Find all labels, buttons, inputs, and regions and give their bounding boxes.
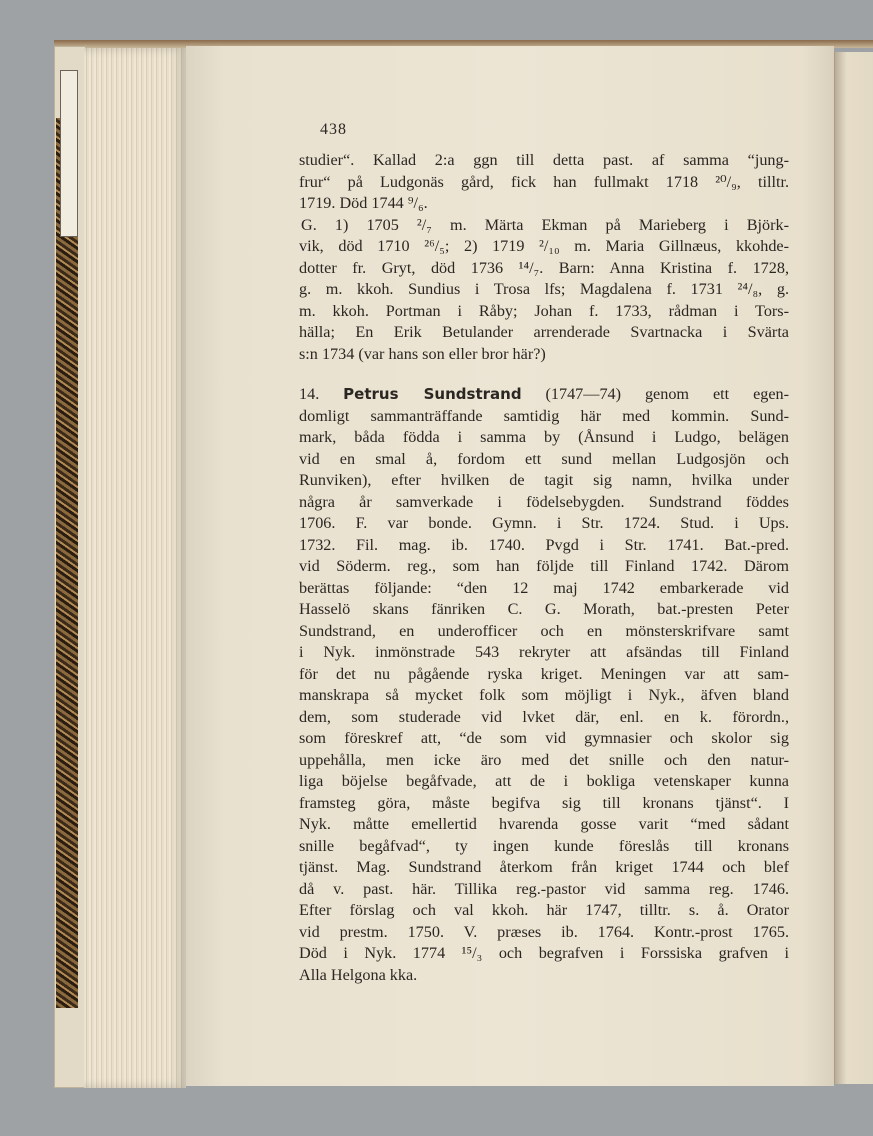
- text-line: för det nu pågående ryska kriget. Meningen var att sam-: [299, 664, 789, 683]
- text-line: dem, som studerade vid lvket där, enl. en k. förordn.,: [299, 707, 789, 726]
- text-line: Hasselö skans fänriken C. G. Morath, bat.-presten Peter: [299, 600, 789, 618]
- text-line: vik, död 1710 ²⁶/₅; 2) 1719 ²/₁₀ m. Maria Gillnæus, kkohde-: [299, 237, 789, 255]
- text-line: vid Söderm. reg., som han följde till Finland 1742. Därom: [299, 557, 789, 575]
- entry-heading-line: [299, 384, 789, 406]
- text-line: domligt sammanträffande samtidig här med kommin. Sund-: [299, 406, 789, 425]
- text-line: vid en smal å, fordom ett sund mellan Ludgosjön och: [299, 449, 789, 468]
- entry-name: Petrus Sundstrand: [343, 385, 522, 403]
- text-line: s:n 1734 (var hans son eller bror här?): [299, 344, 546, 363]
- text-line: som föreskref att, “de som vid gymnasier och skolor sig: [299, 729, 789, 747]
- text-line: vid prestm. 1750. V. præses ib. 1764. Kontr.-prost 1765.: [299, 922, 789, 941]
- text-line: uppehålla, men icke äro med det snille och den natur-: [299, 750, 789, 769]
- text-line: g. m. kkoh. Sundius i Trosa lfs; Magdalena f. 1731 ²⁴/₈, g.: [299, 280, 789, 298]
- page-stack: [84, 48, 186, 1088]
- text-line: m. kkoh. Portman i Råby; Johan f. 1733, rådman i Tors-: [299, 301, 789, 320]
- text-line: studier“. Kallad 2:a ggn till detta past. af samma “jung-: [299, 151, 789, 169]
- text-line: tjänst. Mag. Sundstrand återkom från kriget 1744 och blef: [299, 858, 789, 876]
- page-text: [299, 150, 789, 986]
- text-line: 1732. Fil. mag. ib. 1740. Pvgd i Str. 1741. Bat.-pred.: [299, 535, 789, 554]
- text-line: Sundstrand, en underofficer och en mönsterskrifvare samt: [299, 621, 789, 640]
- text-line: dotter fr. Gryt, död 1736 ¹⁴/₇. Barn: Anna Kristina f. 1728,: [299, 258, 789, 277]
- spine-label-strip: [60, 70, 78, 237]
- text-line: frur“ på Ludgonäs gård, fick han fullmakt 1718 ²⁰/₉, tilltr.: [299, 172, 789, 191]
- text-line: Efter förslag och val kkoh. här 1747, tilltr. s. å. Orator: [299, 901, 789, 919]
- text-line: 1719. Död 1744 ⁹/₆.: [299, 194, 428, 212]
- text-line: mark, båda födda i samma by (Ånsund i Ludgo, belägen: [299, 428, 789, 446]
- text-line: Död i Nyk. 1774 ¹⁵/₃ och begrafven i Forssiska grafven i: [299, 944, 789, 962]
- text-line: några år samverkade i födelsebygden. Sundstrand föddes: [299, 492, 789, 511]
- text-line: manskrapa så mycket folk som möjligt i Nyk., äfven bland: [299, 686, 789, 704]
- text-line: i Nyk. inmönstrade 543 rekryter att afsändas till Finland: [299, 643, 789, 661]
- text-line: 1706. F. var bonde. Gymn. i Str. 1724. Stud. i Ups.: [299, 514, 789, 532]
- text-line: Alla Helgona kka.: [299, 965, 418, 984]
- text-line: liga böjelse begåfvade, att de i bokliga vetenskaper kunna: [299, 772, 789, 790]
- text-line: G. 1) 1705 ²/₇ m. Märta Ekman på Marieberg i Björk-: [301, 215, 789, 234]
- text-line: hälla; En Erik Betulander arrenderade Svartnacka i Svärta: [299, 323, 789, 341]
- text-line: framsteg göra, måste begifva sig till kronans tjänst“. I: [299, 793, 789, 812]
- text-line: Runviken), efter hvilken de tagit sig namn, hvilka under: [299, 471, 789, 489]
- entry-heading-rest: (1747—74) genom ett egen-: [545, 385, 790, 403]
- marbled-cover-edge: [56, 118, 78, 1008]
- entry-number: 14.: [299, 385, 320, 403]
- text-line: berättas följande: “den 12 maj 1742 embarkerade vid: [299, 578, 789, 597]
- text-line: snille begåfvad“, ty ingen kunde föreslås till kronans: [299, 836, 789, 855]
- text-line: då v. past. här. Tillika reg.-pastor vid samma reg. 1746.: [299, 879, 789, 898]
- page-number: 438: [320, 121, 347, 138]
- text-line: Nyk. måtte emellertid hvarenda gosse varit “med sådant: [299, 815, 789, 833]
- facing-page-edge: [834, 52, 873, 1084]
